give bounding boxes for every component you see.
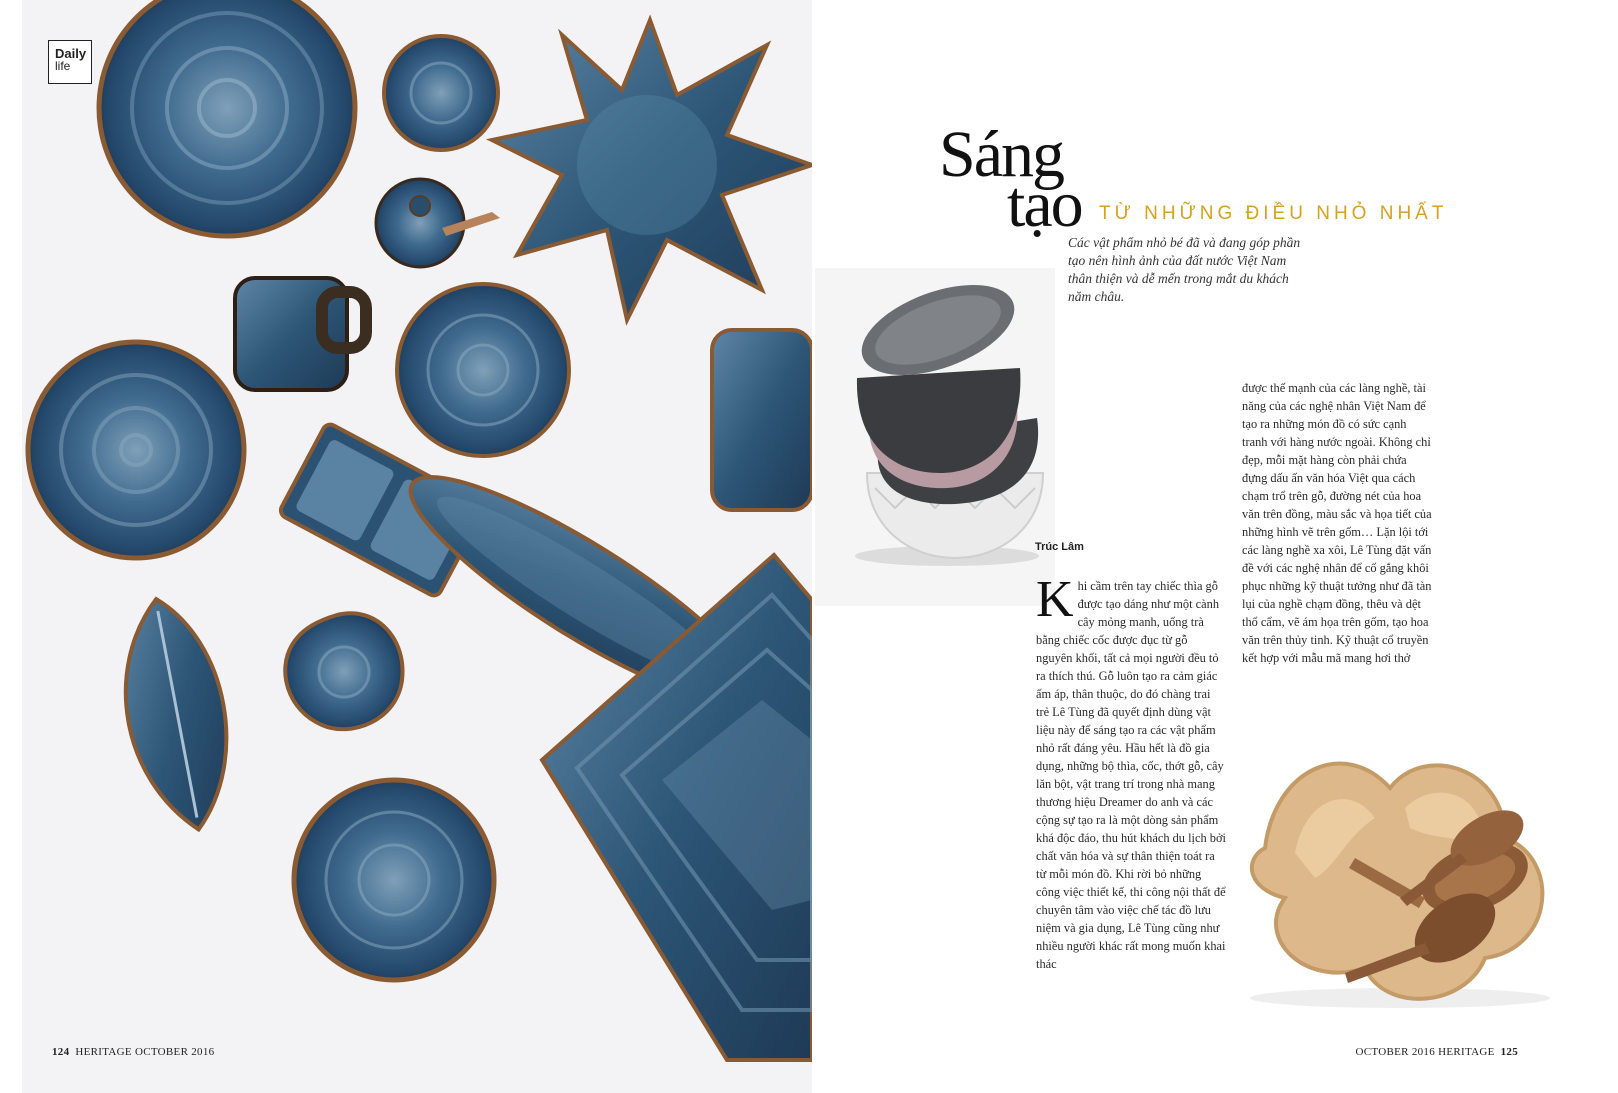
folio-right <box>1356 1046 1518 1058</box>
blue-ceramics-photo <box>22 0 812 1093</box>
folio-left-text: HERITAGE OCTOBER 2016 <box>75 1046 215 1058</box>
drop-cap: K <box>1036 571 1074 628</box>
title-line1: Sáng <box>939 118 1063 191</box>
stacked-bowls-photo <box>815 268 1055 606</box>
body-column-1 <box>1036 559 1226 973</box>
section-tag-line1: Daily <box>55 46 87 61</box>
section-tag-line2: life <box>55 59 71 73</box>
title-subtitle: TỪ NHỮNG ĐIỀU NHỎ NHẤT <box>1099 203 1448 224</box>
lede: Các vật phẩm nhỏ bé đã và đang góp phần tạo nên hình ảnh của đất nước Việt Nam thân thiện và dễ mến trong mắt du khách năm châu. <box>1068 235 1301 304</box>
page-number-right: 125 <box>1500 1046 1518 1058</box>
left-page <box>22 0 812 1093</box>
column-1-text: hi cầm trên tay chiếc thìa gỗ được tạo dáng như một cành cây mỏng manh, uống trà bằng chiếc cốc được đục từ gỗ nguyên khối, tất cả mọi người đều tỏ ra thích thú. Gỗ luôn tạo ra cảm giác ấm áp, thân thuộc, do đó chàng trai trẻ Lê Tùng đã quyết định dùng vật liệu này để sáng tạo ra các vật phẩm nhỏ rất đáng yêu. Hầu hết là đồ gia dụng, những bộ thìa, cốc, thớt gỗ, cây lăn bột, vật trang trí trong nhà mang thương hiệu Dreamer do anh và các cộng sự tạo ra là một dòng sản phẩm khá độc đáo, thu hút khách du lịch bởi chất văn hóa và sự thân thiện toát ra từ mỗi món đồ. Khi rời bỏ những công việc thiết kế, thi công nội thất để chuyên tâm vào việc chế tác đồ lưu niệm và gia dụng, Lê Tùng cũng như nhiều người khác rất mong muốn khai thác <box>1036 579 1226 971</box>
byline: Trúc Lâm <box>1035 541 1084 553</box>
title-line2: tạo <box>1007 168 1082 241</box>
section-tag <box>48 40 92 84</box>
wooden-spoons-photo <box>1225 728 1575 1018</box>
folio-left <box>52 1046 214 1058</box>
body-column-2: được thế mạnh của các làng nghề, tài năng của các nghệ nhân Việt Nam để tạo ra những món đồ có sức cạnh tranh với hàng nước ngoài. Không chỉ đẹp, mỗi mặt hàng còn phải chứa đựng dấu ấn văn hóa Việt qua cách chạm trổ trên gỗ, đường nét của hoa văn trên đồng, màu sắc và họa tiết của những hình vẽ trên gốm… Lặn lội tới các làng nghề xa xôi, Lê Tùng đặt vấn đề với các nghệ nhân để cố gắng khôi phục những kỹ thuật tưởng như đã tàn lụi của nghề chạm đồng, thêu và dệt thổ cẩm, vẽ ám họa trên gốm, tạo hoa văn trên thủy tinh. Kỹ thuật cổ truyền kết hợp với mẫu mã mang hơi thở <box>1242 381 1432 665</box>
folio-right-text: OCTOBER 2016 HERITAGE <box>1355 1046 1495 1058</box>
right-page <box>812 0 1618 1093</box>
page-number-left: 124 <box>52 1046 70 1058</box>
